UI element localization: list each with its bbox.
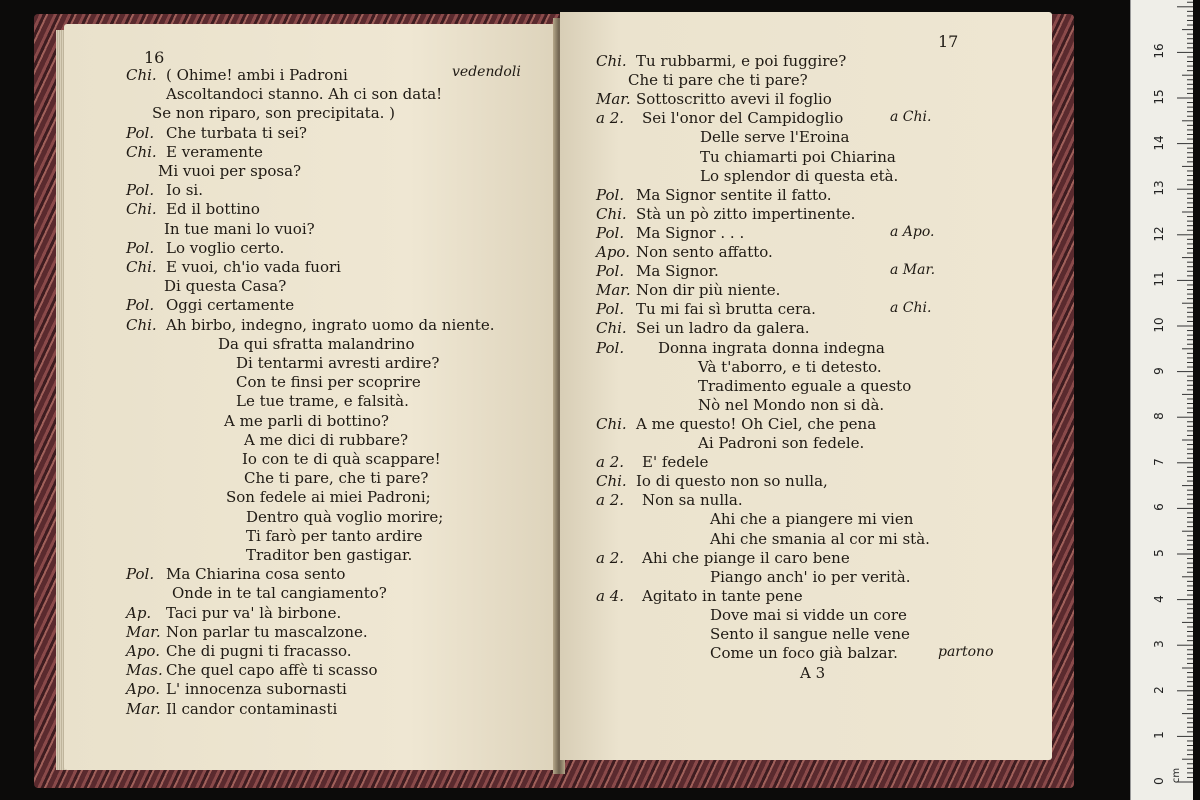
verse-line: Traditor ben gastigar. bbox=[246, 546, 413, 564]
verse-line: Lo splendor di questa età. bbox=[700, 166, 899, 185]
verse-line: A me parli di bottino? bbox=[224, 411, 389, 430]
left-page bbox=[64, 24, 558, 770]
speaker-label: Mar. bbox=[126, 622, 161, 641]
speaker-label: Ap. bbox=[126, 603, 152, 622]
speaker-label: Apo. bbox=[126, 680, 160, 699]
verse-line: In tue mani lo vuoi? bbox=[164, 219, 315, 238]
speaker-label: Pol. bbox=[126, 565, 155, 584]
verse-line: Di tentarmi avresti ardire? bbox=[236, 354, 440, 372]
speaker-label: Mar. bbox=[596, 281, 631, 300]
verse-line: Ma Signor. bbox=[636, 262, 719, 281]
speaker-label: Pol. bbox=[596, 223, 625, 242]
ruler-number: 1 bbox=[1152, 731, 1166, 740]
verse-line: Non sento affatto. bbox=[636, 243, 773, 261]
speaker-label: Pol. bbox=[596, 185, 625, 204]
speaker-label: Pol. bbox=[126, 123, 155, 142]
ruler-number: 14 bbox=[1152, 134, 1166, 151]
verse-line: Che ti pare, che ti pare? bbox=[244, 469, 429, 488]
verse-line: A me dici di rubbare? bbox=[244, 430, 409, 449]
ruler-number: 2 bbox=[1152, 685, 1166, 694]
speaker-label: Chi. bbox=[596, 319, 627, 338]
verse-line: Dentro quà voglio morire; bbox=[246, 507, 444, 526]
verse-line: Taci pur va' là birbone. bbox=[166, 603, 342, 622]
ruler-number: 8 bbox=[1152, 412, 1166, 421]
verse-line: Le tue trame, e falsità. bbox=[236, 392, 409, 411]
verse-line: Sei un ladro da galera. bbox=[636, 319, 810, 338]
page-number-left: 16 bbox=[144, 48, 165, 67]
measurement-ruler bbox=[1130, 0, 1193, 800]
verse-line: E' fedele bbox=[642, 453, 709, 472]
verse-line: Sottoscritto avevi il foglio bbox=[636, 90, 832, 109]
verse-line: Và t'aborro, e ti detesto. bbox=[698, 357, 882, 376]
ruler-number: 15 bbox=[1152, 89, 1166, 105]
ruler-number: 3 bbox=[1152, 640, 1166, 649]
verse-line: Son fedele ai miei Padroni; bbox=[226, 488, 431, 507]
verse-line: Se non riparo, son precipitata. ) bbox=[152, 104, 396, 123]
aside-stage-direction: a Apo. bbox=[890, 223, 935, 240]
aside-stage-direction: partono bbox=[938, 644, 994, 661]
stage-direction-vedendoli: vedendoli bbox=[452, 64, 521, 80]
verse-line: Non parlar tu mascalzone. bbox=[166, 622, 368, 641]
ruler-number: 7 bbox=[1152, 457, 1166, 466]
verse-line: Tu chiamarti poi Chiarina bbox=[700, 147, 896, 166]
verse-line: Che ti pare che ti pare? bbox=[628, 71, 808, 90]
verse-line: L' innocenza subornasti bbox=[166, 680, 347, 699]
verse-line: Ma Signor . . . bbox=[636, 223, 745, 242]
verse-line: Lo voglio certo. bbox=[166, 238, 285, 257]
ruler-number: 0 bbox=[1152, 777, 1166, 785]
speaker-label: Pol. bbox=[126, 181, 155, 200]
speaker-label: Pol. bbox=[126, 296, 155, 315]
verse-line: Piango anch' io per verità. bbox=[710, 567, 911, 586]
verse-line: Come un foco già balzar. bbox=[710, 644, 898, 663]
ruler-number: 12 bbox=[1152, 226, 1166, 242]
verse-line: Sento il sangue nelle vene bbox=[710, 625, 910, 643]
speaker-label: Mar. bbox=[596, 90, 631, 109]
verse-line: Ma Signor sentite il fatto. bbox=[636, 185, 832, 204]
verse-line: Io di questo non so nulla, bbox=[636, 472, 828, 491]
verse-line: Ahi che piange il caro bene bbox=[642, 548, 850, 567]
aside-stage-direction: a Chi. bbox=[890, 109, 932, 126]
verse-line: Ai Padroni son fedele. bbox=[698, 434, 865, 452]
verse-line: Ahi che a piangere mi vien bbox=[710, 510, 914, 529]
verse-line: Mi vuoi per sposa? bbox=[158, 162, 302, 180]
speaker-label: Apo. bbox=[596, 243, 630, 261]
verse-line: Ah birbo, indegno, ingrato uomo da niente. bbox=[166, 315, 495, 334]
verse-line: Io con te di quà scappare! bbox=[242, 450, 441, 468]
verse-line: Non sa nulla. bbox=[642, 491, 743, 510]
verse-line: Io si. bbox=[166, 181, 203, 200]
speaker-label: Chi. bbox=[596, 52, 627, 70]
verse-line: Ed il bottino bbox=[166, 200, 260, 219]
verse-line: Non dir più niente. bbox=[636, 281, 781, 300]
verse-line: Tu mi fai sì brutta cera. bbox=[636, 300, 816, 319]
speaker-label: Chi. bbox=[596, 204, 627, 223]
verse-line: E veramente bbox=[166, 142, 263, 161]
ruler-number: 6 bbox=[1152, 503, 1166, 512]
ruler-number: 4 bbox=[1152, 594, 1166, 603]
speaker-label: Chi. bbox=[126, 142, 157, 161]
verse-line: Di questa Casa? bbox=[164, 277, 287, 296]
speaker-label: Pol. bbox=[596, 300, 625, 319]
speaker-label: Pol. bbox=[596, 338, 625, 357]
page-number-right: 17 bbox=[938, 32, 959, 51]
verse-line: A me questo! Oh Ciel, che pena bbox=[636, 414, 877, 433]
verse-line: Che di pugni ti fracasso. bbox=[166, 642, 352, 660]
verse-line: Che turbata ti sei? bbox=[166, 123, 307, 142]
speaker-label: Mas. bbox=[126, 661, 163, 680]
verse-line: Ti farò per tanto ardire bbox=[246, 526, 423, 545]
verse-line: ( Ohime! ambi i Padroni bbox=[166, 66, 348, 84]
verse-line: Ascoltandoci stanno. Ah ci son data! bbox=[166, 85, 443, 104]
aside-stage-direction: a Mar. bbox=[890, 262, 936, 279]
verse-line: Sei l'onor del Campidoglio bbox=[642, 109, 844, 128]
verse-line: Stà un pò zitto impertinente. bbox=[636, 204, 856, 223]
speaker-label: a 4. bbox=[596, 586, 625, 605]
speaker-label: Chi. bbox=[596, 414, 627, 433]
verse-line: Tradimento eguale a questo bbox=[698, 376, 912, 395]
speaker-label: Mar. bbox=[126, 699, 161, 718]
right-page bbox=[560, 12, 1052, 760]
ruler-number: 10 bbox=[1152, 317, 1166, 333]
ruler-number: 16 bbox=[1152, 43, 1166, 60]
speaker-label: a 2. bbox=[596, 453, 625, 472]
ruler-unit-label: cm bbox=[1171, 767, 1183, 784]
verse-line: Il candor contaminasti bbox=[166, 699, 338, 718]
ruler-number: 11 bbox=[1152, 271, 1166, 288]
speaker-label: Apo. bbox=[126, 642, 160, 660]
verse-line: Da qui sfratta malandrino bbox=[218, 334, 415, 353]
speaker-label: Chi. bbox=[126, 66, 157, 84]
verse-line: Ahi che smania al cor mi stà. bbox=[710, 529, 930, 548]
verse-line: Nò nel Mondo non si dà. bbox=[698, 395, 885, 414]
verse-line: Delle serve l'Eroina bbox=[700, 128, 850, 147]
ruler-number: 5 bbox=[1152, 549, 1166, 557]
speaker-label: Pol. bbox=[596, 262, 625, 281]
verse-line: Con te finsi per scoprire bbox=[236, 373, 421, 392]
speaker-label: Chi. bbox=[126, 258, 157, 276]
speaker-label: Chi. bbox=[126, 200, 157, 219]
speaker-label: a 2. bbox=[596, 109, 625, 128]
ruler-number: 13 bbox=[1152, 180, 1166, 196]
verse-line: Donna ingrata donna indegna bbox=[658, 338, 885, 357]
verse-line: Oggi certamente bbox=[166, 296, 295, 315]
speaker-label: Chi. bbox=[596, 472, 627, 491]
speaker-label: Pol. bbox=[126, 238, 155, 257]
verse-line: Tu rubbarmi, e poi fuggire? bbox=[636, 52, 847, 70]
speaker-label: Chi. bbox=[126, 315, 157, 334]
verse-line: Ma Chiarina cosa sento bbox=[166, 565, 346, 584]
verse-line: Dove mai si vidde un core bbox=[710, 605, 907, 624]
speaker-label: a 2. bbox=[596, 548, 625, 567]
verse-line: Che quel capo affè ti scasso bbox=[166, 661, 378, 680]
speaker-label: a 2. bbox=[596, 491, 625, 510]
verse-line: Onde in te tal cangiamento? bbox=[172, 584, 387, 603]
verse-line: E vuoi, ch'io vada fuori bbox=[166, 258, 341, 276]
verse-line: Agitato in tante pene bbox=[642, 586, 803, 605]
ruler-number: 9 bbox=[1152, 366, 1166, 375]
aside-stage-direction: a Chi. bbox=[890, 300, 932, 317]
signature-mark: A 3 bbox=[800, 664, 826, 682]
